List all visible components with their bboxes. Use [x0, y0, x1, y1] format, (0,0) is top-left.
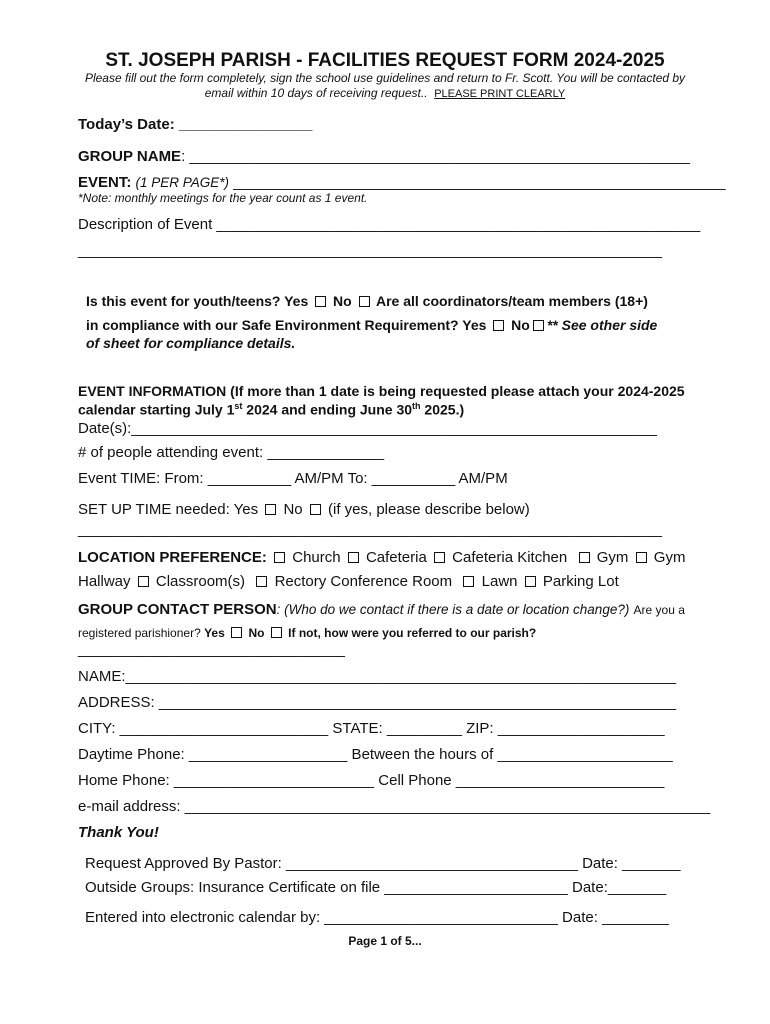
thank-you: Thank You!	[78, 824, 159, 841]
instructions-text-2: email within 10 days of receiving request..	[204, 86, 428, 100]
sheet-details: of sheet for compliance details.	[86, 335, 296, 351]
setup-label: SET UP TIME needed: Yes	[78, 501, 259, 518]
address-field[interactable]: ADDRESS: ______________________________________________________________	[78, 694, 677, 711]
registered-a: Are you a	[633, 603, 685, 617]
monthly-note: *Note: monthly meetings for the year count as 1 event.	[78, 191, 368, 205]
cafeteria-label: Cafeteria	[365, 549, 427, 566]
setup-note: (if yes, please describe below)	[328, 501, 530, 518]
event-line: ___________________________________________________________	[233, 174, 726, 191]
sup-st: st	[234, 401, 243, 411]
registered-yes-label: Yes	[204, 626, 225, 640]
registered-yes-checkbox[interactable]	[231, 627, 242, 638]
gym-hallway-label: Gym	[653, 549, 686, 566]
church-label: Church	[292, 549, 341, 566]
insurance-field[interactable]: Outside Groups: Insurance Certificate on file ______________________ Date:_______	[85, 879, 667, 896]
calendar-entry-field[interactable]: Entered into electronic calendar by: ____________________________ Date: ________	[85, 909, 669, 926]
rectory-label: Rectory Conference Room	[274, 573, 453, 590]
lawn-label: Lawn	[481, 573, 518, 590]
safe-env-no-label: No	[511, 317, 530, 333]
pastor-approval-field[interactable]: Request Approved By Pastor: ___________________________________ Date: _______	[85, 855, 681, 872]
registered-row	[78, 627, 536, 641]
event-time-field[interactable]: Event TIME: From: __________ AM/PM To: __________ AM/PM	[78, 470, 508, 487]
gym-label: Gym	[596, 549, 629, 566]
registered-no-label: No	[248, 626, 265, 640]
name-field[interactable]: NAME:__________________________________________________________________	[78, 668, 677, 685]
hallway-label: Hallway	[78, 573, 131, 590]
event-info-heading-1: EVENT INFORMATION (If more than 1 date is being requested please attach your 2024-2025	[78, 383, 685, 399]
setup-no-checkbox[interactable]	[310, 504, 321, 515]
gym-checkbox[interactable]	[579, 552, 590, 563]
heading-2c: 2025.)	[420, 401, 465, 418]
heading-2a: calendar starting July 1	[78, 401, 235, 418]
sup-th: th	[412, 401, 421, 411]
youth-yes-checkbox[interactable]	[315, 296, 326, 307]
registered-no-checkbox[interactable]	[271, 627, 282, 638]
youth-question: Is this event for youth/teens? Yes	[86, 293, 309, 309]
referred-question: If not, how were you referred to our parish?	[288, 626, 537, 640]
people-field[interactable]: # of people attending event: ______________	[78, 444, 385, 461]
church-checkbox[interactable]	[274, 552, 285, 563]
event-field[interactable]	[78, 174, 725, 191]
safe-env-question: in compliance with our Safe Environment Requirement? Yes	[86, 317, 487, 333]
location-row-1	[78, 549, 685, 566]
classroom-checkbox[interactable]	[138, 576, 149, 587]
registered-b: registered parishioner?	[78, 626, 201, 640]
parking-checkbox[interactable]	[525, 576, 536, 587]
setup-row	[78, 501, 530, 518]
event-label: EVENT:	[78, 174, 132, 191]
cafeteria-kitchen-label: Cafeteria Kitchen	[452, 549, 568, 566]
classroom-label: Classroom(s)	[155, 573, 246, 590]
youth-no-checkbox[interactable]	[359, 296, 370, 307]
rectory-checkbox[interactable]	[256, 576, 267, 587]
location-label: LOCATION PREFERENCE:	[78, 549, 267, 566]
daytime-phone-field[interactable]: Daytime Phone: ___________________ Between the hours of _____________________	[78, 746, 673, 763]
instructions-line-1: Please fill out the form completely, sign the school use guidelines and return to Fr. Scott. You will be contacted by	[84, 71, 686, 85]
coordinators-question: Are all coordinators/team members (18+)	[375, 293, 648, 309]
email-field[interactable]: e-mail address: _______________________________________________________________	[78, 798, 711, 815]
parking-label: Parking Lot	[542, 573, 619, 590]
dates-field[interactable]: Date(s):_______________________________________________________________	[78, 420, 657, 437]
description-field[interactable]: Description of Event __________________________________________________________	[78, 216, 701, 233]
youth-question-row	[86, 293, 648, 309]
home-phone-field[interactable]: Home Phone: ________________________ Cell Phone _________________________	[78, 772, 665, 789]
lawn-checkbox[interactable]	[463, 576, 474, 587]
event-note: (1 PER PAGE*)	[135, 175, 230, 190]
setup-yes-checkbox[interactable]	[265, 504, 276, 515]
location-row-2	[78, 573, 619, 590]
cafeteria-kitchen-checkbox[interactable]	[434, 552, 445, 563]
page-number: Page 1 of 5...	[348, 934, 422, 948]
see-other-side: ** See other side	[546, 317, 658, 333]
heading-2b: 2024 and ending June 30	[242, 401, 413, 418]
group-name-field[interactable]	[78, 148, 690, 165]
page-title: ST. JOSEPH PARISH - FACILITIES REQUEST FORM 2024-2025	[105, 50, 665, 71]
setup-no-label: No	[283, 501, 303, 518]
safe-env-row	[86, 317, 657, 333]
group-name-label: GROUP NAME	[78, 148, 182, 165]
setup-description-line[interactable]: ______________________________________________________________________	[78, 521, 662, 538]
youth-no-label: No	[333, 293, 352, 309]
referred-line[interactable]: ________________________________	[78, 641, 345, 658]
safe-env-no-checkbox[interactable]	[533, 320, 544, 331]
event-info-heading-2	[78, 401, 464, 418]
contact-question: : (Who do we contact if there is a date or location change?)	[276, 602, 630, 617]
print-clearly: PLEASE PRINT CLEARLY	[434, 88, 566, 100]
city-state-zip-field[interactable]: CITY: _________________________ STATE: _________ ZIP: ____________________	[78, 720, 665, 737]
contact-heading	[78, 601, 685, 618]
safe-env-yes-checkbox[interactable]	[493, 320, 504, 331]
gym-hallway-checkbox[interactable]	[636, 552, 647, 563]
description-line-2[interactable]: ______________________________________________________________________	[78, 242, 662, 259]
contact-label: GROUP CONTACT PERSON	[78, 601, 277, 618]
cafeteria-checkbox[interactable]	[348, 552, 359, 563]
todays-date-field[interactable]: Today’s Date: ________________	[78, 116, 313, 133]
instructions-line-2	[0, 87, 770, 101]
group-name-line: : ____________________________________________________________	[181, 148, 690, 165]
